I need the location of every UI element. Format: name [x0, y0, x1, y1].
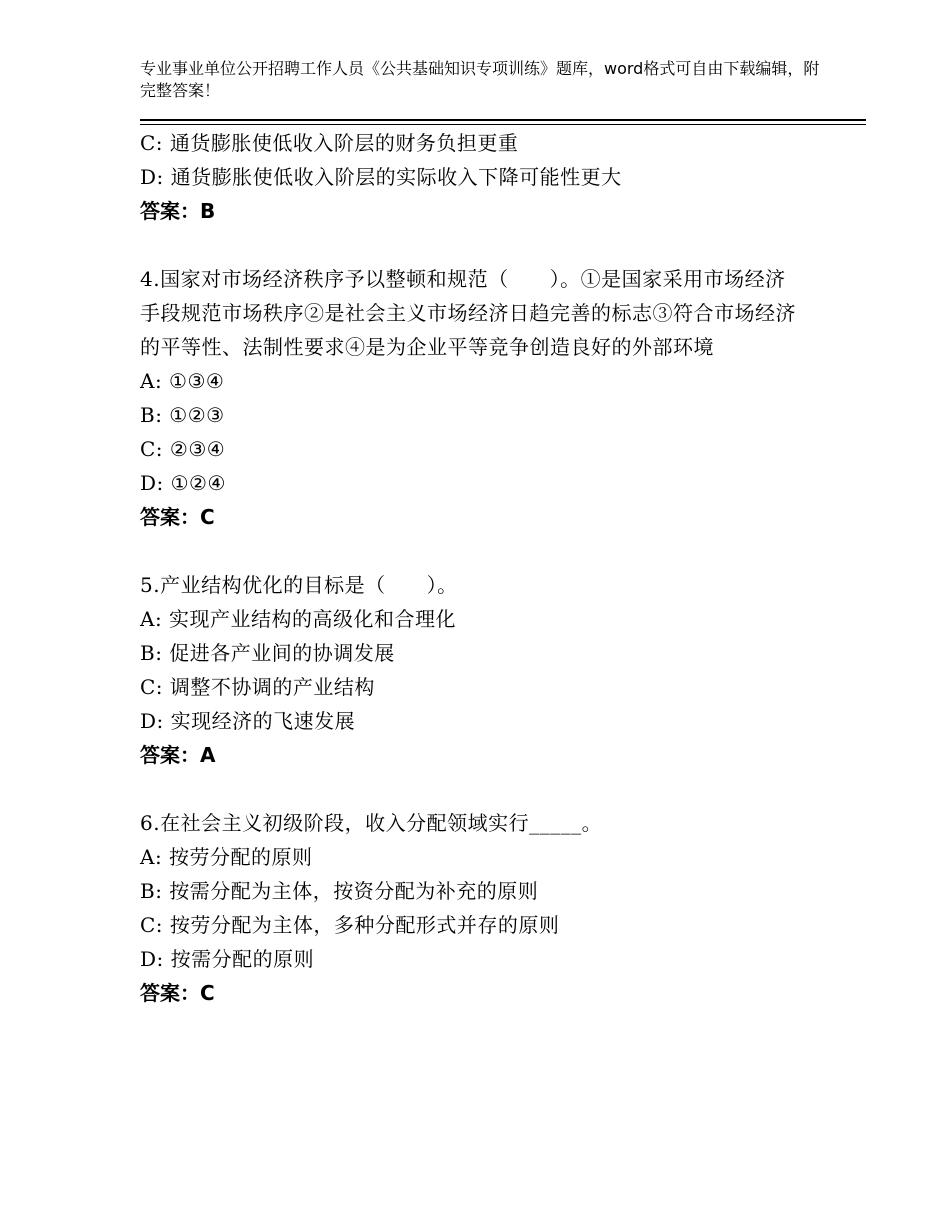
option-b: B: ①②③ [140, 403, 225, 427]
option-c: C: 调整不协调的产业结构 [140, 675, 375, 699]
option-a: A: ①③④ [140, 369, 225, 393]
answer-label: 答案：C [140, 505, 215, 529]
option-c: C: 按劳分配为主体，多种分配形式并存的原则 [140, 913, 560, 937]
answer-label: 答案：C [140, 981, 215, 1005]
question-6 [140, 806, 800, 1010]
option-b: B: 按需分配为主体，按资分配为补充的原则 [140, 879, 539, 903]
header-rule-thin [140, 124, 866, 125]
option-b: B: 促进各产业间的协调发展 [140, 641, 395, 665]
option-a: A: 按劳分配的原则 [140, 845, 313, 869]
question-stem: 6.在社会主义初级阶段，收入分配领域实行_____。 [140, 811, 603, 835]
answer-label: 答案：B [140, 199, 216, 223]
option-c: C: 通货膨胀使低收入阶层的财务负担更重 [140, 131, 519, 155]
question-list [140, 126, 800, 1010]
question-4 [140, 262, 800, 534]
question-3-tail [140, 126, 800, 228]
option-d: D: 通货膨胀使低收入阶层的实际收入下降可能性更大 [140, 165, 622, 189]
option-a: A: 实现产业结构的高级化和合理化 [140, 607, 457, 631]
answer-label: 答案：A [140, 743, 216, 767]
question-5 [140, 568, 800, 772]
question-stem: 4.国家对市场经济秩序予以整顿和规范（ ）。①是国家采用市场经济手段规范市场秩序②是社会主义市场经济日趋完善的标志③符合市场经济的平等性、法制性要求④是为企业平等竞争创造良好的外部环境 [140, 267, 796, 359]
option-d: D: ①②④ [140, 471, 226, 495]
option-c: C: ②③④ [140, 437, 226, 461]
header-rule-thick [140, 119, 866, 121]
question-stem: 5.产业结构优化的目标是（ ）。 [140, 573, 458, 597]
option-d: D: 实现经济的飞速发展 [140, 709, 356, 733]
option-d: D: 按需分配的原则 [140, 947, 315, 971]
document-header: 专业事业单位公开招聘工作人员《公共基础知识专项训练》题库，word格式可自由下载编辑，附完整答案！ [140, 59, 820, 100]
